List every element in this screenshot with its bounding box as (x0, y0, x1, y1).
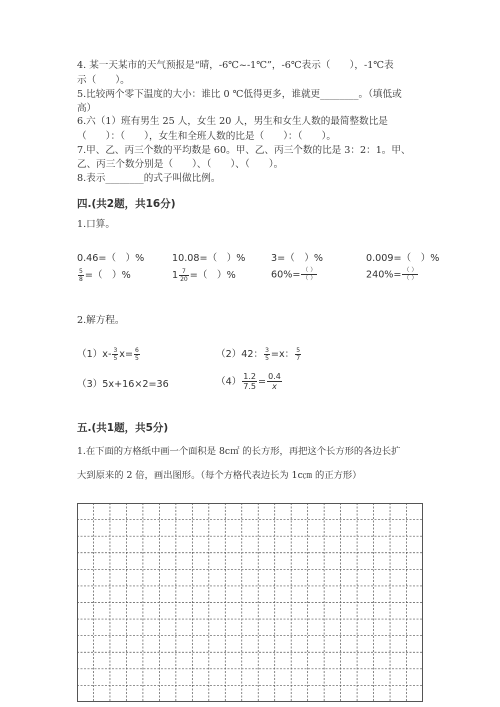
fraction: $\frac{7}{20}$ (180, 267, 188, 283)
fraction: $\frac{6}{5}$ (134, 346, 139, 362)
square-grid[interactable] (77, 503, 423, 702)
question-7-line-2: 乙、丙三个数分别是（ ）、（ ）、（ ）。 (77, 159, 284, 170)
fraction: $\frac{3}{5}$ (113, 346, 118, 362)
fraction: $\frac{3}{5}$ (265, 346, 269, 362)
grid-question-line-1: 1.在下面的方格纸中画一个面积是 8c㎡ 的长方形，再把这个长方形的各边长扩 (77, 446, 401, 457)
equation-3: （3）5x+16×2=36 (77, 379, 169, 390)
calc-2: 10.08=（ ）% (172, 253, 246, 264)
question-4-line-2: 示（ ）。 (77, 75, 130, 86)
calc-1: 0.46=（ ）% (77, 253, 145, 264)
section-4-heading: 四.(共2题，共16分) (77, 198, 176, 210)
calc-7: 60%= $\frac{( )}{( )}$ (271, 267, 317, 282)
section-5-heading: 五.(共1题，共5分) (77, 422, 169, 434)
calc-8: 240%= $\frac{( )}{( )}$ (366, 267, 418, 282)
question-5-line-1: 5.比较两个零下温度的大小：谁比 0 ℃低得更多，谁就更________。（填低或 (77, 89, 402, 100)
fraction: $\frac{1.2}{7.5}$ (243, 372, 257, 391)
q1-title: 1.口算。 (77, 219, 115, 230)
equation-2: （2）42： $\frac{3}{5}$ =x： $\frac{5}{7}$ (216, 346, 301, 362)
question-8-line: 8.表示________的式子叫做比例。 (77, 173, 221, 184)
question-6-line-1: 6.六（1）班有男生 25 人，女生 20 人，男生和女生人数的最简整数比是 (77, 116, 388, 127)
fraction: $\frac{5}{8}$ (79, 267, 83, 283)
question-4-line-1: 4. 某一天某市的天气预报是“晴，-6℃~-1℃”，-6℃表示（ ），-1℃表 (77, 60, 394, 71)
question-5-line-2: 高） (77, 103, 97, 114)
grid-question-line-2: 大到原来的 2 倍，画出图形。（每个方格代表边长为 1c㎝ 的正方形） (77, 470, 362, 481)
question-7-line-1: 7.甲、乙、丙三个数的平均数是 60。甲、乙、丙三个数的比是 3：2：1。甲、 (77, 145, 411, 156)
fraction: $\frac{( )}{( )}$ (403, 267, 418, 282)
calc-6: 1 $\frac{7}{20}$ =（ ）% (172, 267, 236, 283)
equation-4: （4） $\frac{1.2}{7.5}$ = $\frac{0.4}{x}$ (216, 372, 281, 391)
fraction: $\frac{5}{7}$ (296, 346, 301, 362)
fraction: $\frac{0.4}{x}$ (268, 372, 281, 391)
calc-5: $\frac{5}{8}$ =（ ）% (79, 267, 131, 283)
calc-4: 0.009=（ ）% (366, 253, 440, 264)
fraction: $\frac{( )}{( )}$ (302, 267, 317, 282)
calc-3: 3=（ ）% (271, 253, 324, 264)
equation-1: （1）x- $\frac{3}{5}$ x= $\frac{6}{5}$ (77, 346, 139, 362)
question-6-line-2: （ ）：（ ），女生和全班人数的比是（ ）：（ ）。 (77, 131, 337, 142)
q2-title: 2.解方程。 (77, 315, 125, 326)
